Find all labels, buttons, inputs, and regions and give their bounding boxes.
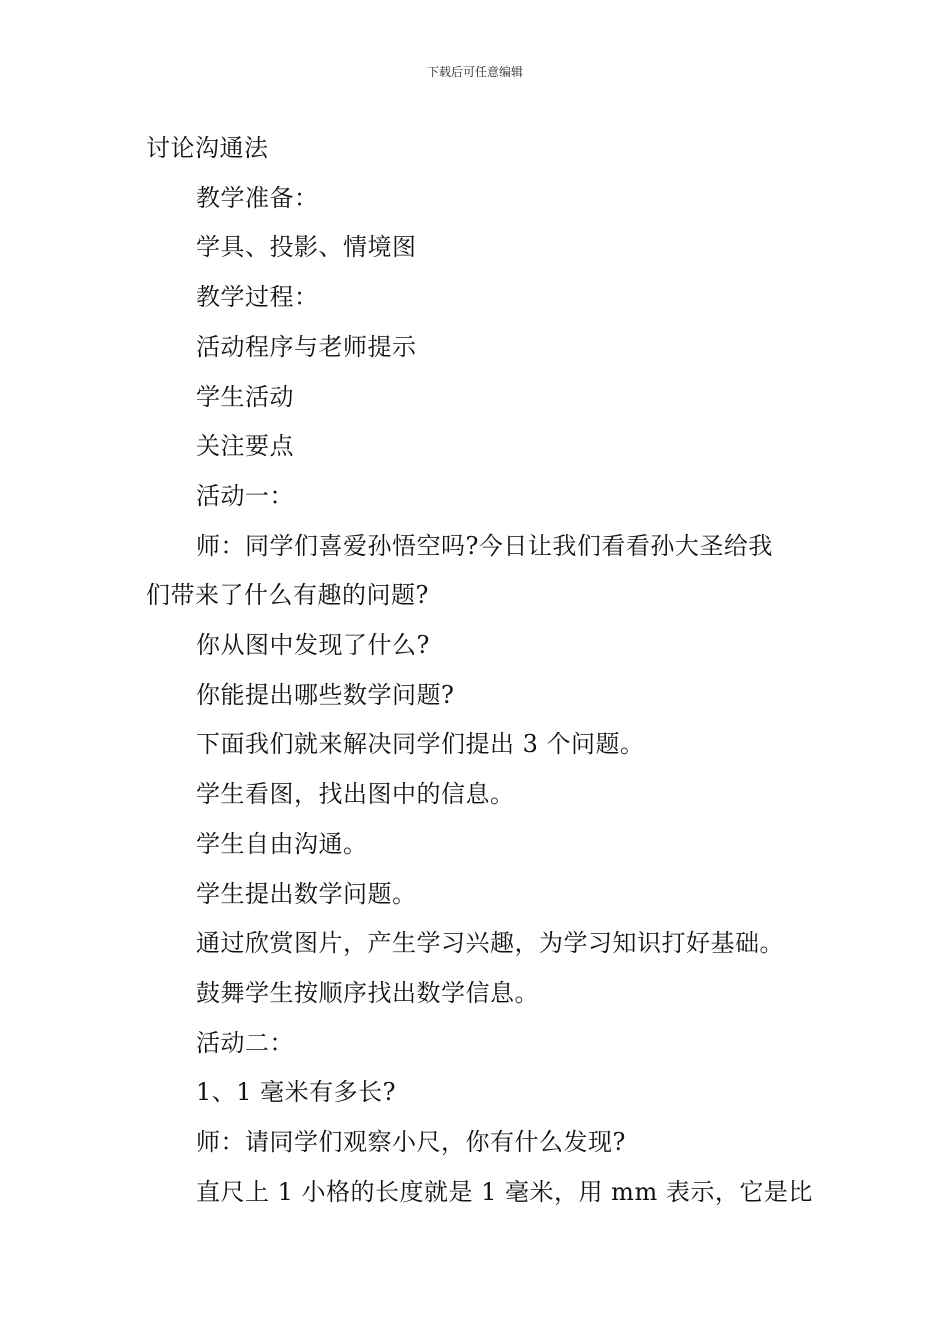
paragraph-free-discussion: 学生自由沟通。 <box>196 829 368 858</box>
paragraph-teacher-question-line1: 师：同学们喜爱孙悟空吗?今日让我们看看孙大圣给我 <box>196 531 773 560</box>
paragraph-process-heading: 教学过程： <box>196 283 319 312</box>
paragraph-what-found: 你从图中发现了什么? <box>196 631 430 660</box>
paragraph-preparation-heading: 教学准备： <box>196 183 319 212</box>
paragraph-math-questions: 你能提出哪些数学问题? <box>196 680 455 709</box>
paragraph-ruler-definition: 直尺上 1 小格的长度就是 1 毫米，用 mm 表示，它是比 <box>196 1177 813 1206</box>
paragraph-method-title: 讨论沟通法 <box>146 134 269 162</box>
paragraph-one-millimeter: 1、1 毫米有多长? <box>196 1078 397 1107</box>
document-body <box>146 124 816 1217</box>
paragraph-activity-program: 活动程序与老师提示 <box>196 332 417 361</box>
paragraph-student-activity: 学生活动 <box>196 382 294 411</box>
paragraph-preparation-items: 学具、投影、情境图 <box>196 233 417 262</box>
paragraph-ask-questions: 学生提出数学问题。 <box>196 879 417 908</box>
paragraph-interest: 通过欣赏图片，产生学习兴趣，为学习知识打好基础。 <box>196 929 784 958</box>
paragraph-activity-two: 活动二： <box>196 1028 294 1057</box>
paragraph-observe-ruler: 师：请同学们观察小尺，你有什么发现? <box>196 1128 626 1157</box>
paragraph-key-points: 关注要点 <box>196 432 294 461</box>
paragraph-activity-one: 活动一： <box>196 481 294 510</box>
paragraph-look-at-picture: 学生看图，找出图中的信息。 <box>196 780 515 809</box>
paragraph-solve-three: 下面我们就来解决同学们提出 3 个问题。 <box>196 730 645 759</box>
page-header: 下载后可任意编辑 <box>426 65 523 79</box>
paragraph-encourage: 鼓舞学生按顺序找出数学信息。 <box>196 978 539 1007</box>
paragraph-teacher-question-line2: 们带来了什么有趣的问题? <box>146 581 429 610</box>
